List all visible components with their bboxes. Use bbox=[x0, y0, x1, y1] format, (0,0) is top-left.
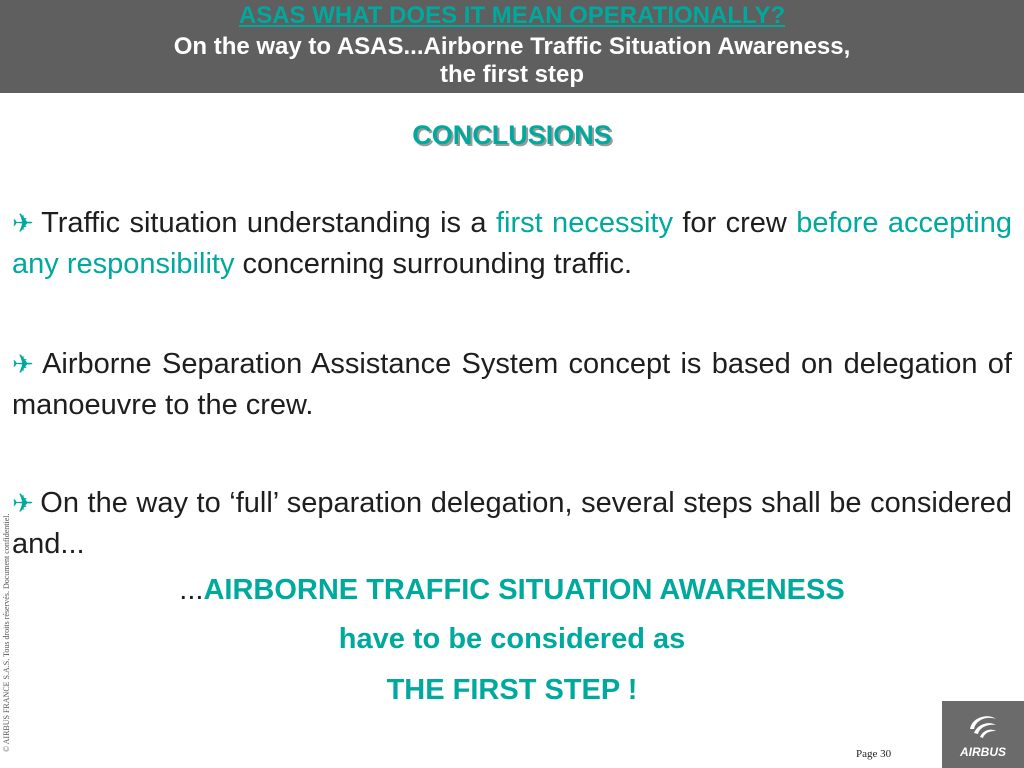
section-title: CONCLUSIONS bbox=[412, 120, 612, 150]
subtitle-line-1: On the way to ASAS...Airborne Traffic Situation Awareness, bbox=[173, 33, 851, 60]
slide-subtitle bbox=[0, 33, 1024, 89]
header-bar bbox=[0, 0, 1024, 93]
conclusion-line-1 bbox=[0, 574, 1024, 607]
conclusion-headline: AIRBORNE TRAFFIC SITUATION AWARENESS bbox=[203, 574, 845, 606]
bullet-2-text: Airborne Separation Assistance System concept is based on delegation of manoeuvre to the crew. bbox=[12, 348, 1012, 421]
logo-text: AIRBUS bbox=[959, 745, 1006, 759]
bullet-3-text: On the way to ‘full’ separation delegation, several steps shall be considered and... bbox=[12, 487, 1012, 560]
bullet-1-text-2: for crew bbox=[672, 207, 797, 239]
conclusion-line-2: have to be considered as bbox=[338, 623, 686, 655]
slide-title: ASAS WHAT DOES IT MEAN OPERATIONALLY? bbox=[238, 2, 786, 29]
conclusion-line-3: THE FIRST STEP ! bbox=[386, 674, 638, 706]
conclusion-prefix: ... bbox=[179, 574, 204, 606]
bullet-item-1 bbox=[12, 203, 1012, 285]
airplane-icon: ✈ bbox=[12, 349, 37, 379]
bullet-item-2 bbox=[12, 344, 1012, 426]
bullet-item-3 bbox=[12, 483, 1012, 565]
page-number: Page 30 bbox=[856, 748, 892, 760]
airbus-swirl-icon bbox=[966, 711, 1000, 741]
bullet-1-highlight: first necessity bbox=[495, 207, 673, 239]
bullet-1-highlight-2: before accepting any responsibility bbox=[12, 207, 1012, 280]
subtitle-line-2: the first step bbox=[439, 61, 585, 88]
airbus-logo bbox=[942, 701, 1024, 768]
copyright-notice: © AIRBUS FRANCE S.A.S. Tous droits réservés. Document confidentiel. bbox=[2, 513, 11, 752]
airplane-icon: ✈ bbox=[12, 208, 36, 238]
bullet-1-text: Traffic situation understanding is a bbox=[41, 207, 496, 239]
airplane-icon: ✈ bbox=[12, 488, 35, 518]
bullet-1-text-3: concerning surrounding traffic. bbox=[234, 248, 633, 280]
